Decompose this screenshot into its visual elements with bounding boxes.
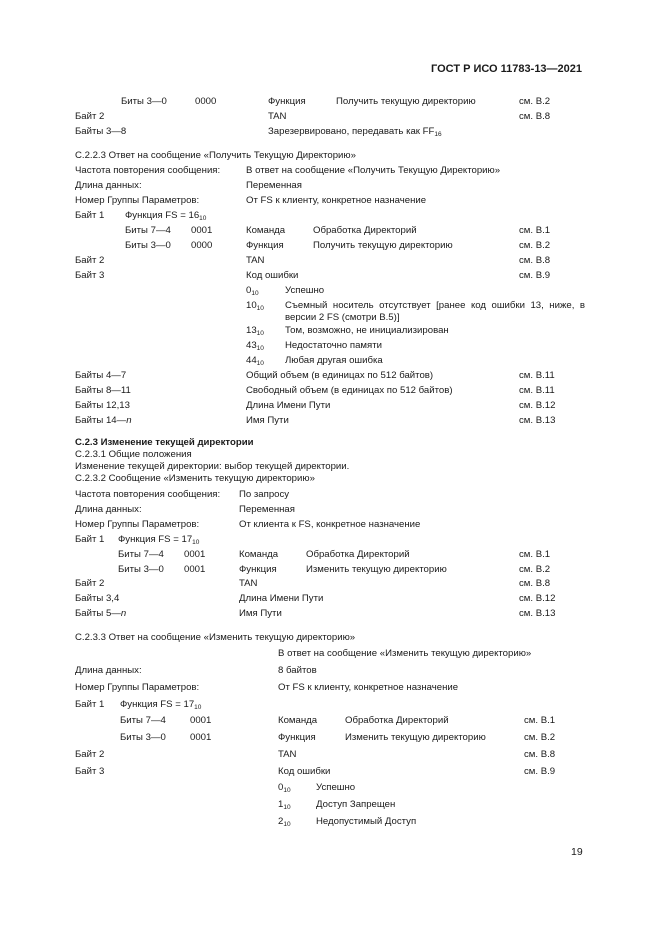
field-label: Длина данных: xyxy=(75,665,142,676)
reference: см. В.13 xyxy=(519,415,556,426)
command-label: Команда xyxy=(239,549,279,560)
function-label: Функция xyxy=(268,96,306,107)
field-label: Номер Группы Параметров: xyxy=(75,682,200,693)
reference: см. В.8 xyxy=(519,578,551,589)
reference: см. В.11 xyxy=(519,370,555,381)
function-label: Функция xyxy=(239,564,277,575)
field-value: От FS к клиенту, конкретное назначение xyxy=(246,195,427,206)
bits-label: Биты 3—0 xyxy=(120,732,166,743)
function-label: Функция xyxy=(246,240,284,251)
error-code: $2_{10}$ xyxy=(278,816,291,828)
bytes-label: Байты 4—7 xyxy=(75,370,127,381)
field-value: 8 байтов xyxy=(278,665,317,676)
field-label: Частота повторения сообщения: xyxy=(75,165,221,176)
error-code-label: Код ошибки xyxy=(278,766,331,777)
byte-label: Байт 1 xyxy=(75,699,105,710)
error-code: $1_{10}$ xyxy=(278,799,291,811)
section-heading: С.2.3 Изменение текущей директории xyxy=(75,437,254,448)
byte-label: Байт 2 xyxy=(75,111,105,122)
bits-value: 0001 xyxy=(190,715,212,726)
tan-label: TAN xyxy=(268,111,287,122)
function-value: Получить текущую директорию xyxy=(313,240,453,251)
error-code: $10_{10}$ xyxy=(246,300,264,312)
error-text: Съемный носитель отсутствует [ранее код ошибки 13, ниже, в версии 2 FS (смотри В.5)] xyxy=(285,300,585,323)
byte-label: Байт 2 xyxy=(75,255,105,266)
field-value: В ответ на сообщение «Изменить текущую директорию» xyxy=(278,648,532,659)
reference: см. В.1 xyxy=(524,715,556,726)
tan-label: TAN xyxy=(246,255,265,266)
bytes-label: Байты 12,13 xyxy=(75,400,130,411)
tan-label: TAN xyxy=(278,749,297,760)
bytes-label: Байты 5—n xyxy=(75,608,127,619)
reference: см. В.2 xyxy=(519,564,551,575)
error-text: Недостаточно памяти xyxy=(285,340,382,351)
fs-function: Функция FS = $16_{10}$ xyxy=(125,210,207,222)
section-heading: С.2.2.3 Ответ на сообщение «Получить Текущую Директорию» xyxy=(75,150,356,161)
reference: см. В.2 xyxy=(519,240,551,251)
field-label: Длина данных: xyxy=(75,504,142,515)
error-text: Доступ Запрещен xyxy=(316,799,396,810)
field-value: Длина Имени Пути xyxy=(246,400,331,411)
field-value: От FS к клиенту, конкретное назначение xyxy=(278,682,459,693)
reference: см. В.2 xyxy=(524,732,556,743)
byte-label: Байт 2 xyxy=(75,578,105,589)
field-label: Длина данных: xyxy=(75,180,142,191)
field-value: Переменная xyxy=(239,504,295,515)
fs-function: Функция FS = $17_{10}$ xyxy=(120,699,202,711)
byte-label: Байт 2 xyxy=(75,749,105,760)
subsection-heading: С.2.3.2 Сообщение «Изменить текущую директорию» xyxy=(75,473,315,484)
error-code: $43_{10}$ xyxy=(246,340,264,352)
bits-label: Биты 3—0 xyxy=(118,564,164,575)
error-code: $0_{10}$ xyxy=(278,782,291,794)
command-label: Команда xyxy=(246,225,286,236)
function-value: Изменить текущую директорию xyxy=(345,732,486,743)
document-header: ГОСТ Р ИСО 11783-13—2021 xyxy=(431,63,583,75)
reference: см. В.9 xyxy=(524,766,556,777)
field-value: Свободный объем (в единицах по 512 байтов) xyxy=(246,385,453,396)
function-label: Функция xyxy=(278,732,316,743)
field-label: Частота повторения сообщения: xyxy=(75,489,221,500)
bits-value: 0001 xyxy=(184,549,206,560)
command-label: Команда xyxy=(278,715,318,726)
bytes-label: Байты 3,4 xyxy=(75,593,120,604)
bits-value: 0000 xyxy=(195,96,217,107)
command-value: Обработка Директорий xyxy=(306,549,410,560)
error-code-label: Код ошибки xyxy=(246,270,299,281)
error-text: Любая другая ошибка xyxy=(285,355,383,366)
field-value: В ответ на сообщение «Получить Текущую Директорию» xyxy=(246,165,501,176)
field-value: Общий объем (в единицах по 512 байтов) xyxy=(246,370,434,381)
bytes-label: Байты 14—n xyxy=(75,415,132,426)
bits-label: Биты 3—0 xyxy=(125,240,171,251)
field-value: Длина Имени Пути xyxy=(239,593,324,604)
reference: см. В.1 xyxy=(519,549,551,560)
command-value: Обработка Директорий xyxy=(345,715,449,726)
reference: см. В.8 xyxy=(519,255,551,266)
field-value: По запросу xyxy=(239,489,290,500)
bits-label: Биты 7—4 xyxy=(118,549,164,560)
subsection-heading: С.2.3.1 Общие положения xyxy=(75,449,192,460)
command-value: Обработка Директорий xyxy=(313,225,417,236)
field-label: Номер Группы Параметров: xyxy=(75,195,200,206)
field-value: Переменная xyxy=(246,180,302,191)
field-value: От клиента к FS, конкретное назначение xyxy=(239,519,421,530)
error-code: $0_{10}$ xyxy=(246,285,259,297)
byte-label: Байт 3 xyxy=(75,766,105,777)
bytes-label: Байты 3—8 xyxy=(75,126,127,137)
function-value: Изменить текущую директорию xyxy=(306,564,447,575)
field-value: Имя Пути xyxy=(246,415,289,426)
error-text: Успешно xyxy=(285,285,325,296)
reference: см. В.9 xyxy=(519,270,551,281)
error-text: Том, возможно, не инициализирован xyxy=(285,325,449,336)
byte-label: Байт 1 xyxy=(75,210,105,221)
field-value: Имя Пути xyxy=(239,608,282,619)
bits-label: Биты 7—4 xyxy=(125,225,171,236)
reserved-text: Зарезервировано, передавать как $FF_{16}$ xyxy=(268,126,442,138)
tan-label: TAN xyxy=(239,578,258,589)
reference: см. В.12 xyxy=(519,593,556,604)
error-text: Успешно xyxy=(316,782,356,793)
section-heading: С.2.3.3 Ответ на сообщение «Изменить текущую директорию» xyxy=(75,632,356,643)
bits-value: 0000 xyxy=(191,240,213,251)
paragraph: Изменение текущей директории: выбор текущей директории. xyxy=(75,461,350,472)
byte-label: Байт 1 xyxy=(75,534,105,545)
reference: см. В.1 xyxy=(519,225,551,236)
page-number: 19 xyxy=(571,846,583,858)
reference: см. В.13 xyxy=(519,608,556,619)
reference: см. В.11 xyxy=(519,385,555,396)
byte-label: Байт 3 xyxy=(75,270,105,281)
bits-value: 0001 xyxy=(190,732,212,743)
error-code: $13_{10}$ xyxy=(246,325,264,337)
reference: см. В.2 xyxy=(519,96,551,107)
reference: см. В.8 xyxy=(524,749,556,760)
bits-value: 0001 xyxy=(191,225,213,236)
function-value: Получить текущую директорию xyxy=(336,96,476,107)
bits-label: Биты 3—0 xyxy=(121,96,167,107)
error-text: Недопустимый Доступ xyxy=(316,816,417,827)
reference: см. В.12 xyxy=(519,400,556,411)
fs-function: Функция FS = $17_{10}$ xyxy=(118,534,200,546)
reference: см. В.8 xyxy=(519,111,551,122)
error-code: $44_{10}$ xyxy=(246,355,264,367)
field-label: Номер Группы Параметров: xyxy=(75,519,200,530)
bits-value: 0001 xyxy=(184,564,206,575)
bytes-label: Байты 8—11 xyxy=(75,385,131,396)
bits-label: Биты 7—4 xyxy=(120,715,166,726)
